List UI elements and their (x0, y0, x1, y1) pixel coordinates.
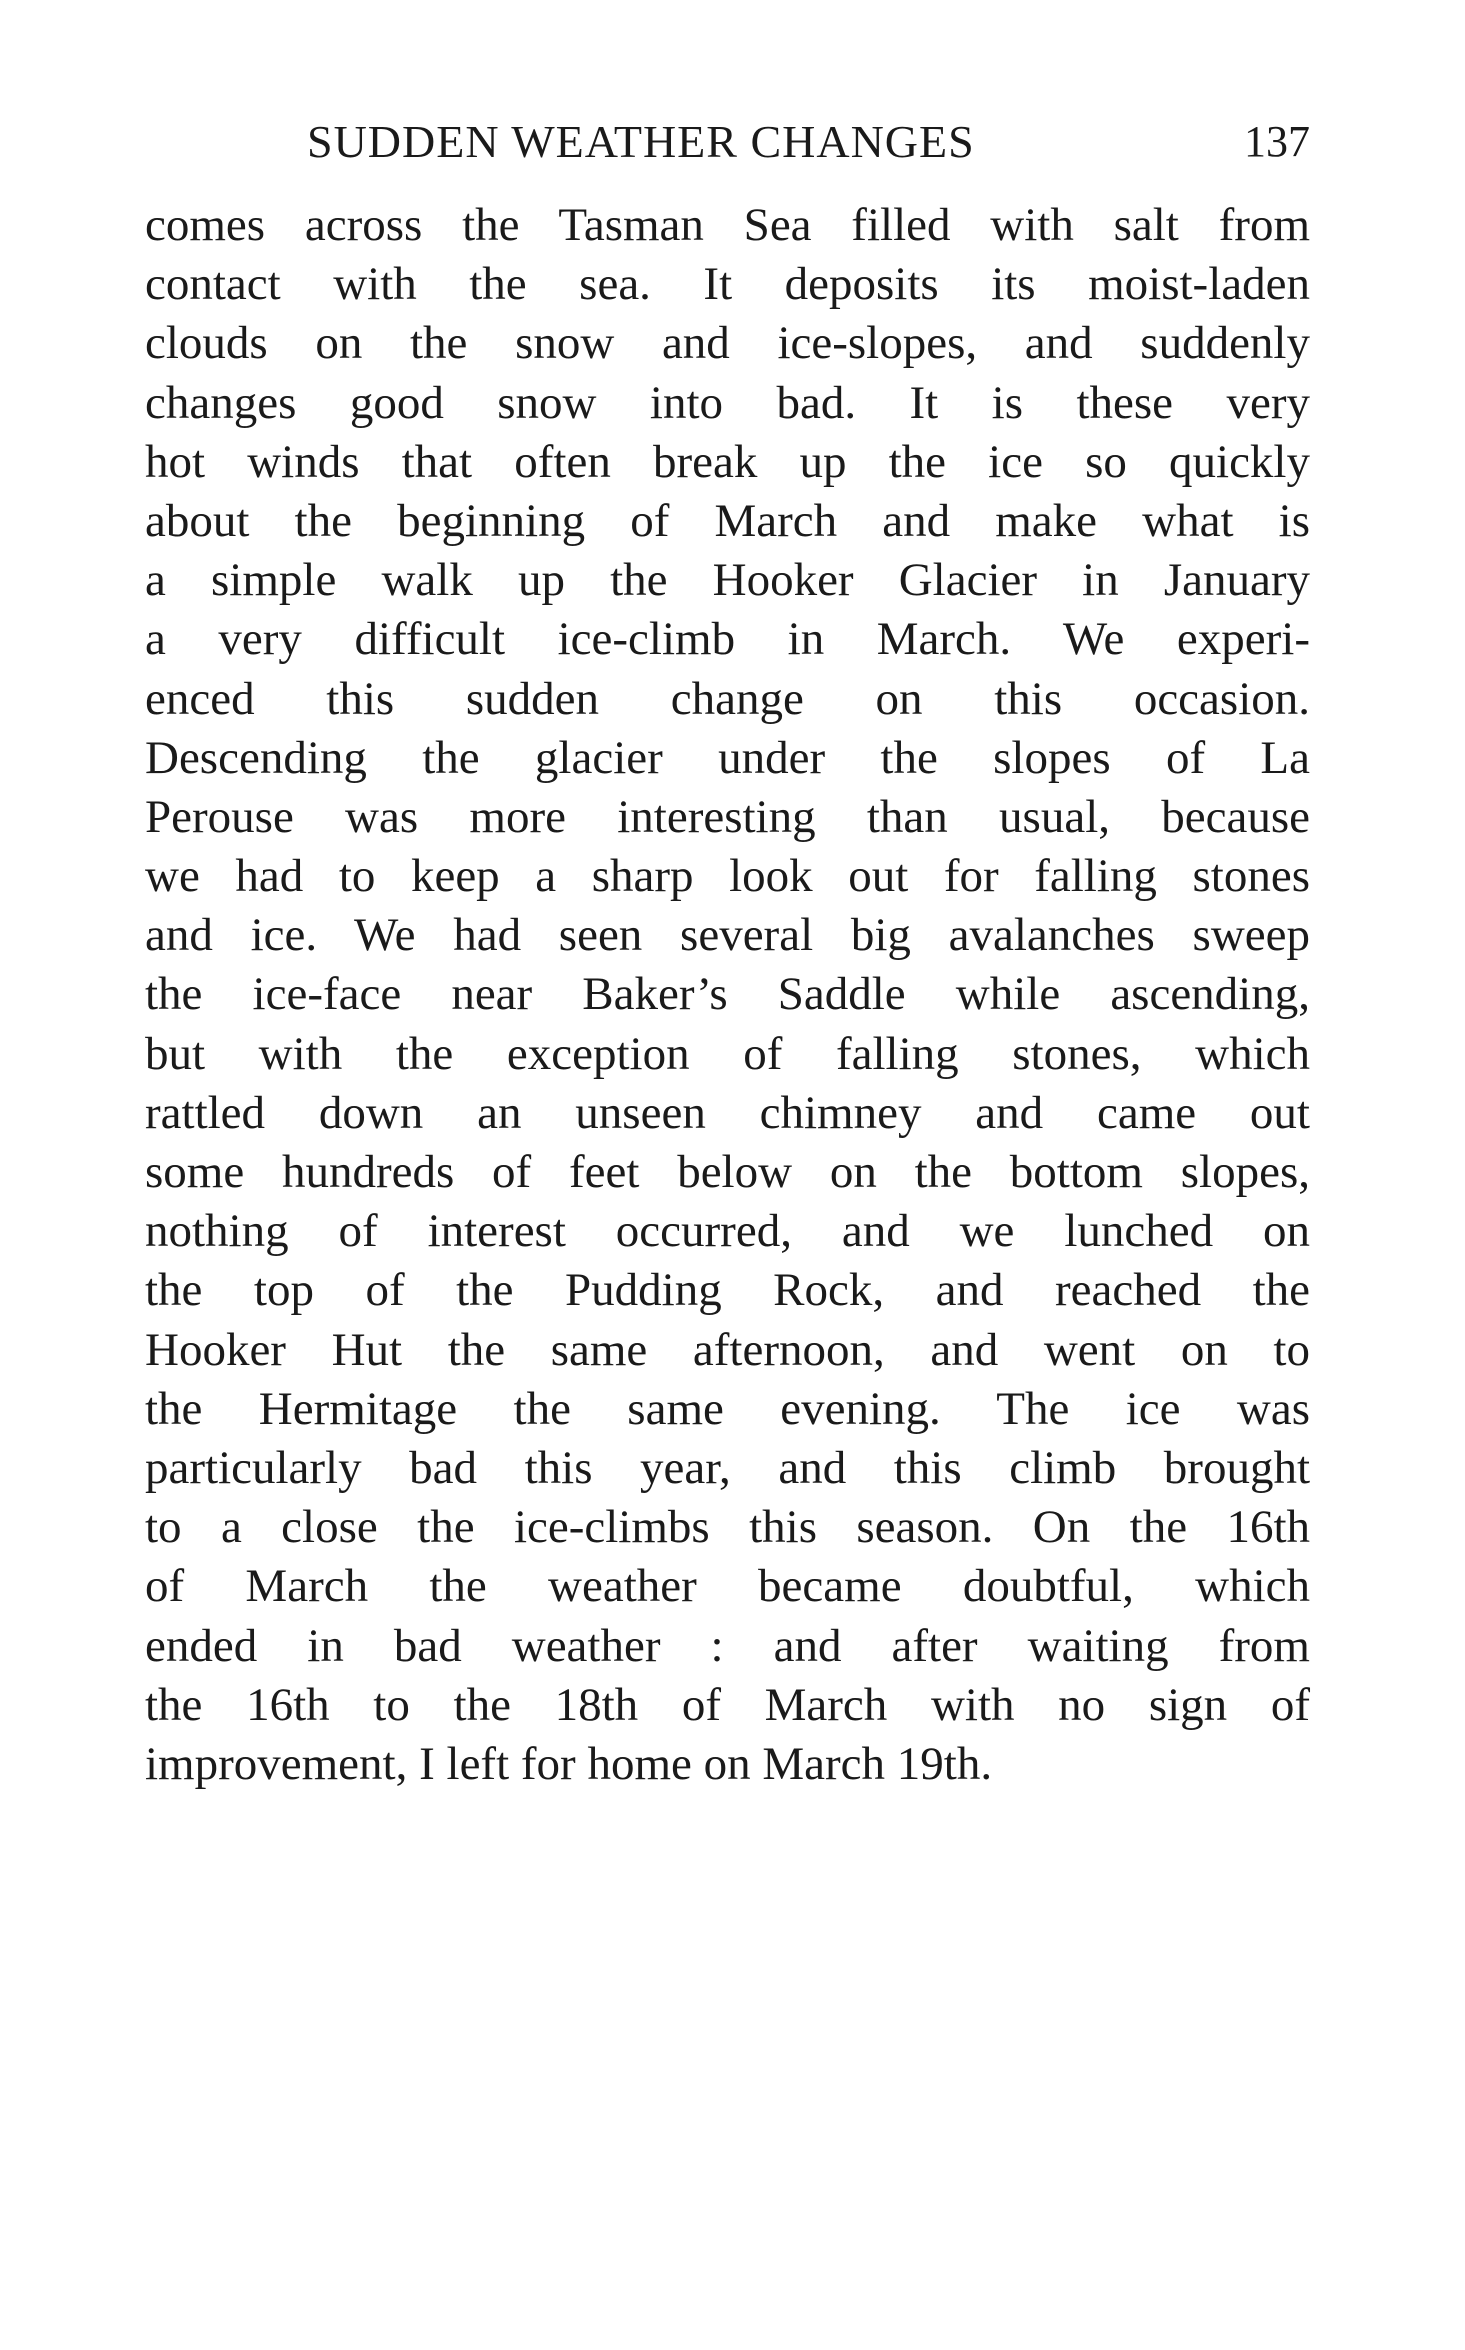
text-line: rattled down an unseen chimney and came out (145, 1086, 1310, 1139)
text-line: Descending the glacier under the slopes of La (145, 731, 1310, 784)
text-line: a very difficult ice-climb in March. We experi- (145, 613, 1310, 666)
running-title: SUDDEN WEATHER CHANGES (307, 116, 975, 167)
text-line: the top of the Pudding Rock, and reached the (145, 1264, 1310, 1317)
text-line: we had to keep a sharp look out for falling stones (145, 850, 1310, 903)
body-paragraph (145, 196, 1310, 1794)
text-line: ended in bad weather : and after waiting from (145, 1619, 1310, 1672)
text-line-last: improvement, I left for home on March 19th. (145, 1737, 993, 1790)
text-line: a simple walk up the Hooker Glacier in January (145, 554, 1310, 607)
text-line: the ice-face near Baker’s Saddle while ascending, (145, 968, 1310, 1021)
text-line: of March the weather became doubtful, which (145, 1560, 1310, 1613)
text-line: enced this sudden change on this occasion. (145, 672, 1310, 725)
text-line: changes good snow into bad. It is these very (145, 376, 1310, 429)
text-line: contact with the sea. It deposits its moist-laden (145, 258, 1310, 311)
text-line: nothing of interest occurred, and we lunched on (145, 1205, 1310, 1258)
text-line: Hooker Hut the same afternoon, and went on to (145, 1323, 1310, 1376)
text-line: the 16th to the 18th of March with no sign of (145, 1678, 1310, 1731)
text-line: clouds on the snow and ice-slopes, and suddenly (145, 317, 1310, 370)
text-line: the Hermitage the same evening. The ice was (145, 1382, 1310, 1435)
text-line: some hundreds of feet below on the bottom slopes, (145, 1146, 1310, 1198)
text-line: hot winds that often break up the ice so quickly (145, 435, 1310, 488)
page-number: 137 (1244, 117, 1310, 166)
text-line: about the beginning of March and make what is (145, 494, 1310, 547)
text-line: Perouse was more interesting than usual, because (145, 790, 1310, 843)
text-line: particularly bad this year, and this climb brought (145, 1441, 1310, 1494)
running-head (145, 112, 1310, 172)
text-line: but with the exception of falling stones, which (145, 1027, 1310, 1080)
text-line: to a close the ice-climbs this season. On the 16th (145, 1501, 1310, 1554)
text-line: and ice. We had seen several big avalanches sweep (145, 909, 1310, 962)
text-line: comes across the Tasman Sea filled with salt from (145, 199, 1310, 251)
